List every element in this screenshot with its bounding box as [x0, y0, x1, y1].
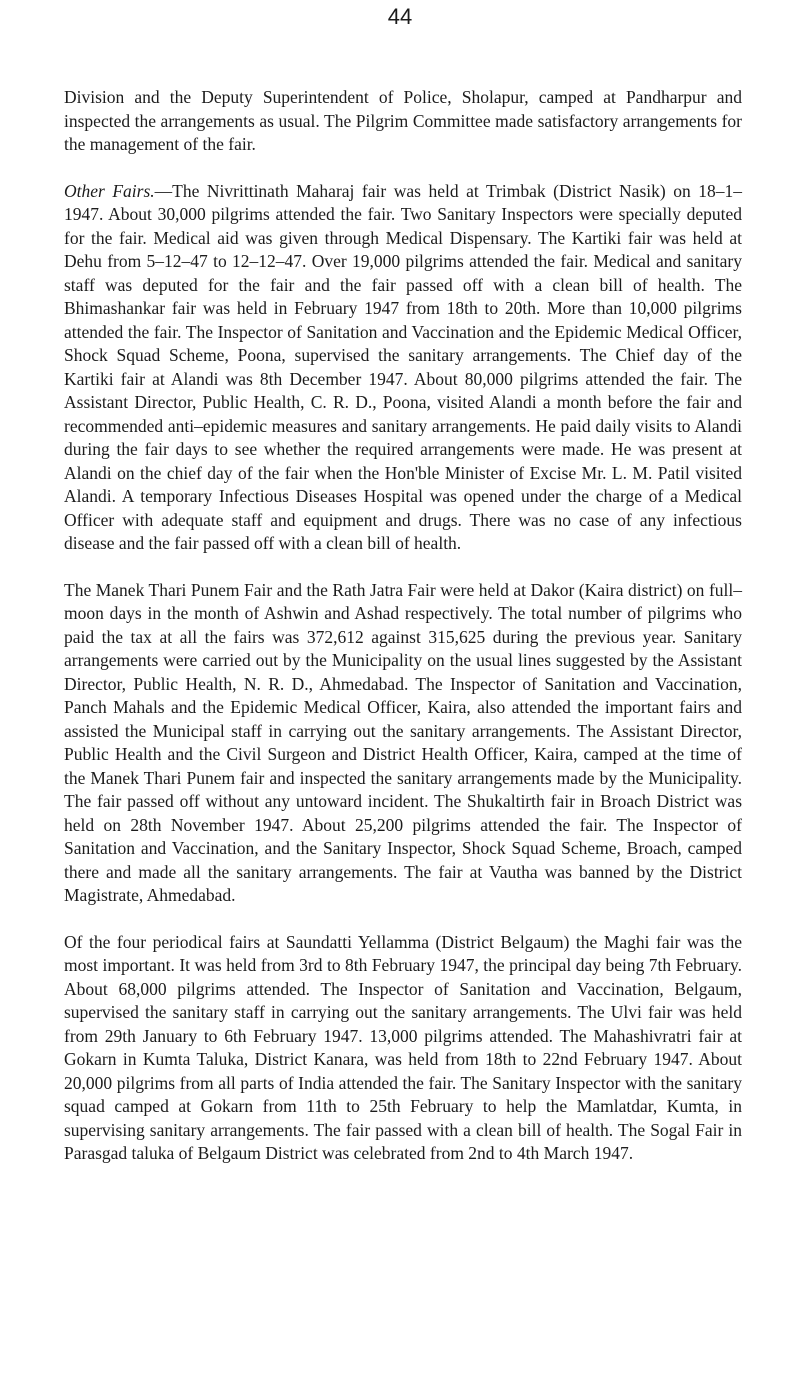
paragraph-text: Of the four periodical fairs at Saundatti Yellamma (District Belgaum) the Maghi fair was the most important. It was held from 3rd to 8th February 1947, the principal day being 7th February. About 68,000 pilgrims attended. The Inspector of Sanitation and Vaccination, Belgaum, supervised the sanitary staff in carrying out the sanitary arrangements. The Ulvi fair was held from 29th January to 6th February 1947. 13,000 pilgrims attended. The Mahashivratri fair at Gokarn in Kumta Taluka, District Kanara, was held from 18th to 22nd February 1947. About 20,000 pilgrims from all parts of India attended the fair. The Sanitary Inspector with the sanitary squad camped at Gokarn from 11th to 25th February to help the Mamlatdar, Kumta, in supervising sanitary arrangements. The fair passed with a clean bill of health. The Sogal Fair in Parasgad taluka of Belgaum District was celebrated from 2nd to 4th March 1947. [64, 931, 742, 1163]
paragraph-dakor-fairs [64, 579, 742, 908]
paragraph-text: Division and the Deputy Superintendent of Police, Sholapur, camped at Pandharpur and inspected the arrangements as usual. The Pilgrim Committee made satisfactory arrangements for the management of the fair. [64, 87, 742, 154]
paragraph-other-fairs [64, 180, 742, 556]
paragraph-continuation [64, 86, 742, 157]
paragraph-heading: Other Fairs. [64, 180, 155, 201]
page-number: 44 [387, 4, 413, 29]
paragraph-text: —The Nivrittinath Maharaj fair was held at Trimbak (District Nasik) on 18–1–1947. About 30,000 pilgrims attended the fair. Two Sanitary Inspectors were specially deputed for the fair. Medical aid was given through Medical Dispensary. The Kartiki fair was held at Dehu from 5–12–47 to 12–12–47. Over 19,000 pilgrims attended the fair. Medical and sanitary staff was deputed for the fair and the fair passed off with a clean bill of health. The Bhimashankar fair was held in February 1947 from 18th to 20th. More than 10,000 pilgrims attended the fair. The Inspector of Sanitation and Vaccination and the Epidemic Medical Officer, Shock Squad Scheme, Poona, supervised the sanitary arrangements. The Chief day of the Kartiki fair at Alandi was 8th December 1947. About 80,000 pilgrims attended the fair. The Assistant Director, Public Health, C. R. D., Poona, visited Alandi a month before the fair and recommended anti–epidemic measures and sanitary arrangements. He paid daily visits to Alandi during the fair days to see whether the required arrangements were made. He was present at Alandi on the chief day of the fair when the Hon'ble Minister of Excise Mr. L. M. Patil visited Alandi. A temporary Infectious Diseases Hospital was opened under the charge of a Medical Officer with adequate staff and equipment and drugs. There was no case of any infectious disease and the fair passed off with a clean bill of health. [64, 180, 743, 553]
paragraph-belgaum-fairs [64, 931, 742, 1166]
paragraph-text: The Manek Thari Punem Fair and the Rath Jatra Fair were held at Dakor (Kaira district) on full–moon days in the month of Ashwin and Ashad respectively. The total number of pilgrims who paid the tax at all the fairs was 372,612 against 315,625 during the previous year. Sanitary arrangements were carried out by the Municipality on the usual lines suggested by the Assistant Director, Public Health, N. R. D., Ahmedabad. The Inspector of Sanitation and Vaccination, Panch Mahals and the Epidemic Medical Officer, Kaira, also attended the important fairs and assisted the Municipal staff in carrying out the sanitary arrangements. The Assistant Director, Public Health and the Civil Surgeon and District Health Officer, Kaira, camped at the time of the Manek Thari Punem fair and inspected the sanitary arrangements made by the Municipality. The fair passed off without any untoward incident. The Shukaltirth fair in Broach District was held on 28th November 1947. About 25,200 pilgrims attended the fair. The Inspector of Sanitation and Vaccination, and the Sanitary Inspector, Shock Squad Scheme, Broach, camped there and made all the sanitary arrangements. The fair at Vautha was banned by the District Magistrate, Ahmedabad. [64, 579, 742, 905]
document-body [64, 86, 742, 1189]
